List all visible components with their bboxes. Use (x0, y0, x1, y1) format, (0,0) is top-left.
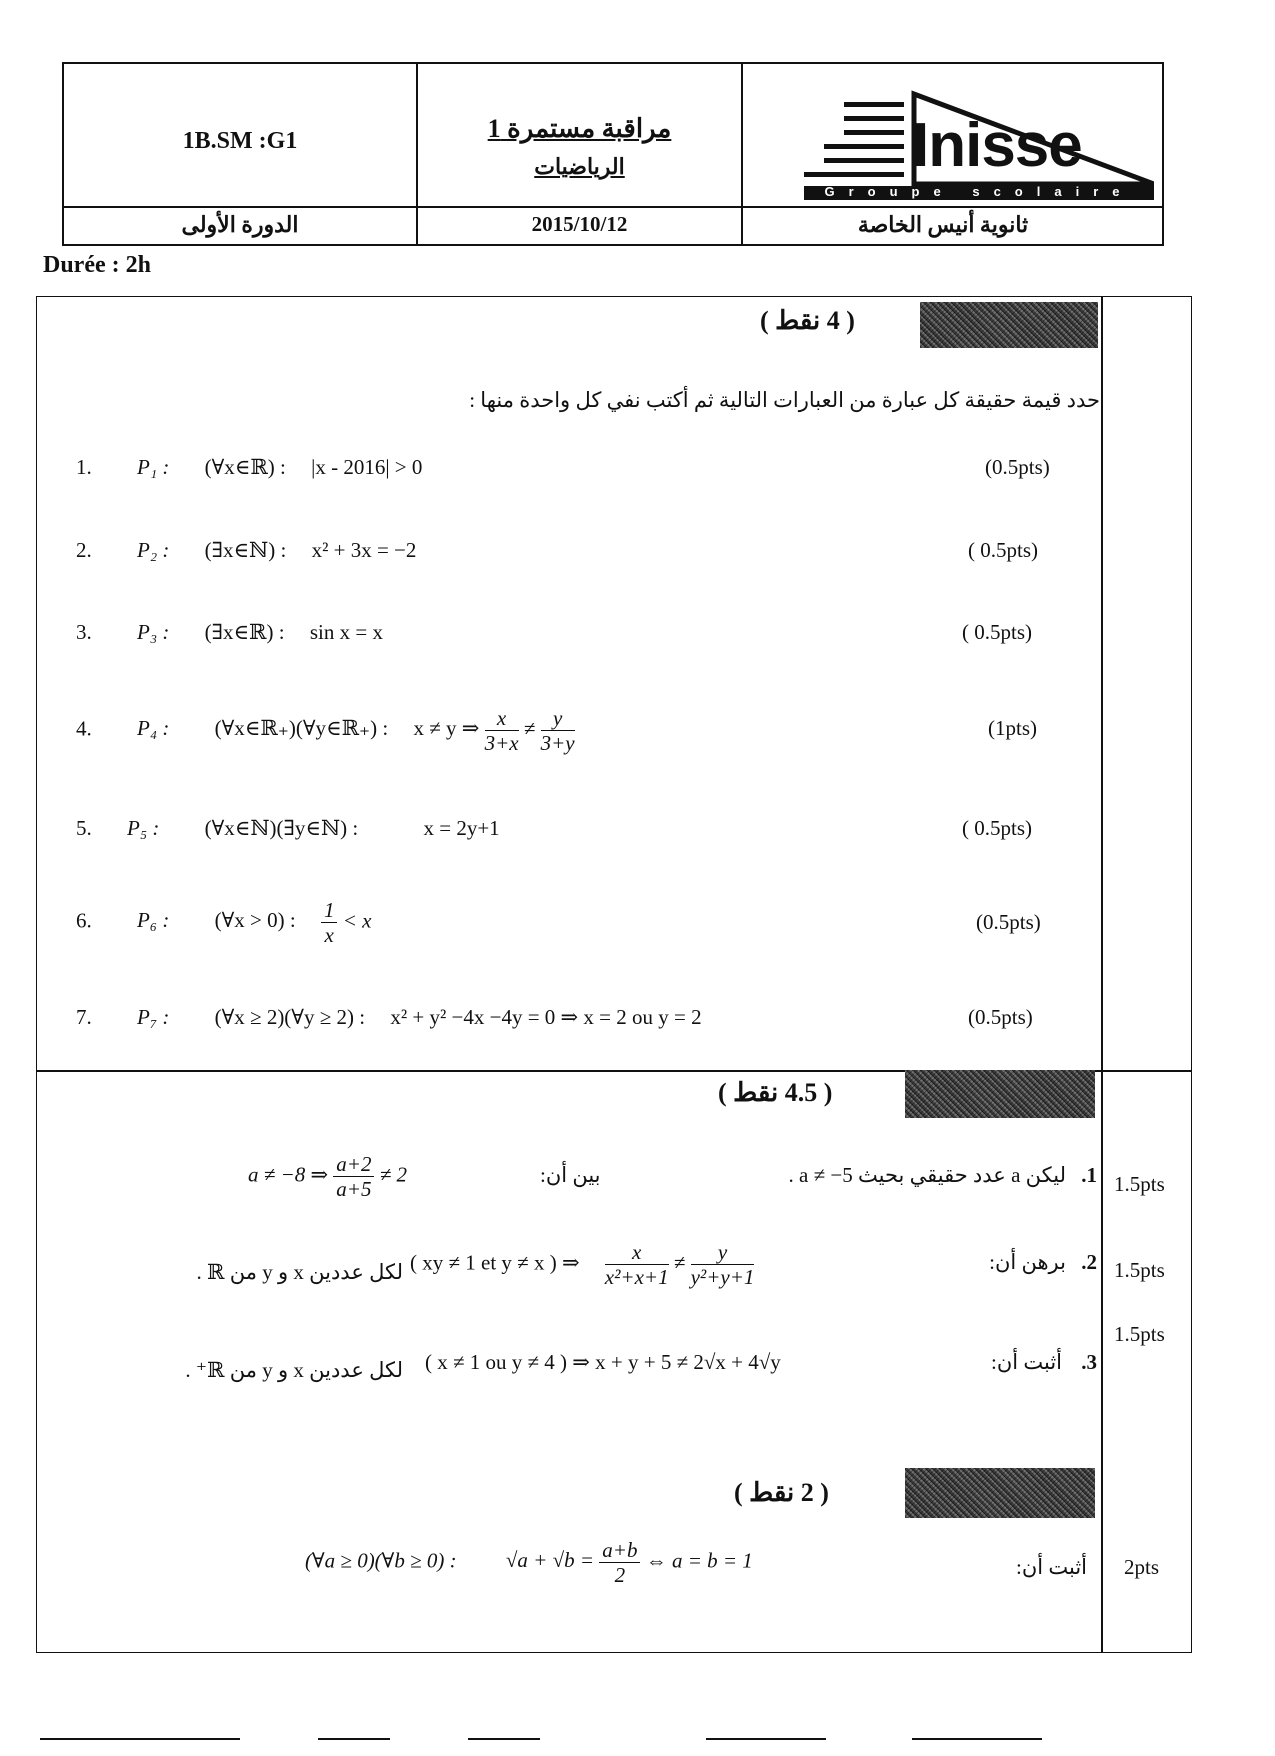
exercise-1-points: ( 4 نقط ) (760, 306, 855, 335)
logo-text: Inisse (912, 111, 1082, 180)
footer-line-4 (706, 1738, 826, 1740)
ex2-question-3-math: ( x ≠ 1 ou y ≠ 4 ) ⇒ x + y + 5 ≠ 2√x + 4√y (425, 1350, 781, 1374)
exercise-2-points: ( 4.5 نقط ) (718, 1078, 833, 1107)
item-3: 3. P₃ : (∃x∈ℝ) : sin x = x (76, 620, 383, 644)
exercise-2-heading-block (905, 1070, 1095, 1118)
ex2-question-3-points: 1.5pts (1114, 1322, 1165, 1346)
ex2-question-2-math: ( xy ≠ 1 et y ≠ x ) ⇒ $\frac{x}{\text{x²+x+1}}$ ≠ $\frac{y}{\text{y²+y+1}}$ (410, 1240, 755, 1290)
ex2-question-2-points: 1.5pts (1114, 1258, 1165, 1282)
fraction-1-over-x: $\frac{1}{x}$ (321, 898, 338, 947)
ex3-points: 2pts (1124, 1555, 1160, 1579)
header-table (62, 62, 1164, 246)
duration: Durée : 2h (43, 252, 151, 278)
item-7: 7. P₇ : (∀x ≥ 2)(∀y ≥ 2) : x² + y² −4x −4y = 0 ⇒ x = 2 ou y = 2 (76, 1005, 702, 1029)
school-name: ثانوية أنيس الخاصة (857, 212, 1029, 237)
ex2-question-3-tail: لكل عددين x و y من ℝ⁺ . (185, 1358, 403, 1382)
logo-subtext: Groupe scolaire (824, 184, 1134, 199)
ex3-statement: أثبت أن: (1016, 1555, 1087, 1579)
fraction-y-over-3-plus-y: $\frac{y}{3+y}$ (540, 706, 575, 756)
ex2-question-1-math: a ≠ −8 ⇒ $\frac{a+2}{a+5}$ ≠ 2 (248, 1152, 407, 1202)
subject: الرياضيات (534, 154, 625, 179)
exam-date: 2015/10/12 (531, 212, 628, 236)
exercise-3-points: ( 2 نقط ) (734, 1478, 829, 1507)
exercise-1-heading-block (920, 302, 1098, 348)
ex2-question-1-show: بين أن: (540, 1163, 601, 1187)
fraction-x-over-x2-x-1: $\frac{x}{\text{x²+x+1}}$ (604, 1240, 669, 1290)
exercises-frame (36, 296, 1192, 1653)
school-logo (804, 84, 1154, 202)
item-6-points: (0.5pts) (976, 910, 1041, 934)
item-5: 5. P₅ : (∀x∈ℕ)(∃y∈ℕ) : x = 2y+1 (76, 816, 500, 840)
ex2-question-1: 1. ليكن a عدد حقيقي بحيث a ≠ −5 . (788, 1163, 1097, 1187)
ex3-math: (∀a ≥ 0)(∀b ≥ 0) : √a + √b = $\frac{a+b}{2}$ ⇔ a = b = 1 (305, 1538, 753, 1588)
ex2-question-2: 2. برهن أن: (989, 1250, 1097, 1274)
footer-line-3 (468, 1738, 540, 1740)
exercise-3-heading-block (905, 1468, 1095, 1518)
item-1: 1. P₁ : (∀x∈ℝ) : |x - 2016| > 0 (76, 455, 423, 479)
session: الدورة الأولى (181, 212, 299, 237)
item-2: 2. P₂ : (∃x∈ℕ) : x² + 3x = −2 (76, 538, 417, 562)
footer-line-5 (912, 1738, 1042, 1740)
fraction-a-plus-2-over-a-plus-5: $\frac{a+2}{a+5}$ (333, 1152, 374, 1201)
item-4-points: (1pts) (988, 716, 1037, 740)
item-6: 6. P₆ : (∀x > 0) : $\frac{1}{x}$ < x (76, 898, 372, 948)
item-3-points: ( 0.5pts) (962, 620, 1032, 644)
item-1-points: (0.5pts) (985, 455, 1050, 479)
fraction-y-over-y2-y-1: $\frac{y}{\text{y²+y+1}}$ (690, 1240, 755, 1290)
item-2-points: ( 0.5pts) (968, 538, 1038, 562)
fraction-a-plus-b-over-2: $\frac{a+b}{2}$ (599, 1538, 640, 1587)
footer-line-2 (318, 1738, 390, 1740)
ex2-question-3: 3. أثبت أن: (991, 1350, 1097, 1374)
ex2-question-2-tail: لكل عددين x و y من ℝ . (196, 1260, 403, 1284)
footer-line-1 (40, 1738, 240, 1740)
class-code: 1B.SM :G1 (182, 128, 298, 154)
exam-title: مراقبة مستمرة 1 (487, 114, 672, 143)
ex2-question-1-points: 1.5pts (1114, 1172, 1165, 1196)
fraction-x-over-3-plus-x: $\frac{x}{3+x}$ (484, 706, 519, 756)
item-4: 4. P₄ : (∀x∈ℝ₊)(∀y∈ℝ₊) : x ≠ y ⇒ $\frac{x}{3+x}$ ≠ $\frac{y}{3+y}$ (76, 706, 575, 756)
item-7-points: (0.5pts) (968, 1005, 1033, 1029)
exercise-1-instruction: حدد قيمة حقيقة كل عبارة من العبارات التالية ثم أكتب نفي كل واحدة منها : (469, 388, 1100, 412)
item-5-points: ( 0.5pts) (962, 816, 1032, 840)
